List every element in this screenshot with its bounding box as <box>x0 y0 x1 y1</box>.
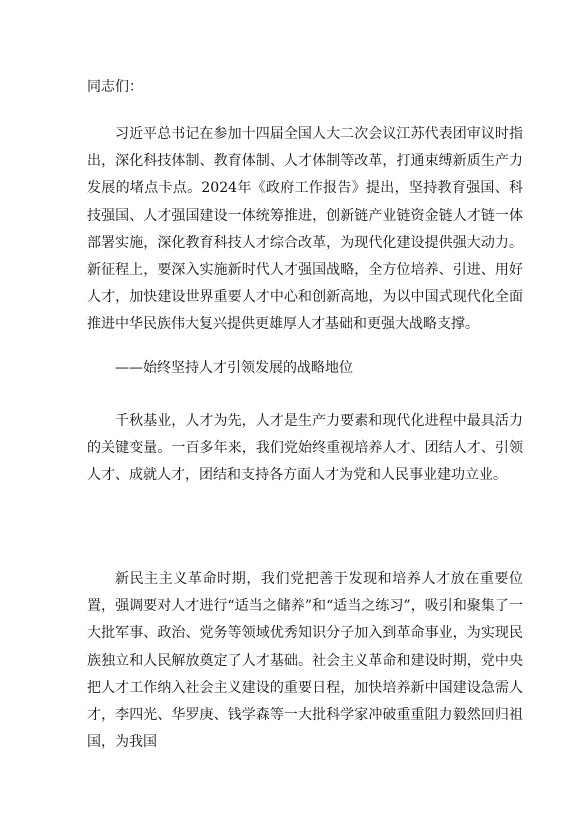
salutation: 同志们： <box>87 79 143 95</box>
paragraph-history: 新民主主义革命时期，我们党把善于发现和培养人才放在重要位置，强调要对人才进行“适当之储养”和“适当之练习”，吸引和聚集了一大批军事、政治、党务等领域优秀知识分子加入到革命事业，为实现民族独立和人民解放奠定了人才基础。社会主义革命和建设时期，党中央把人才工作纳入社会主义建设的重要日程，加快培养新中国建设急需人才，李四光、华罗庚、钱学森等一大批科学家冲破重重阻力毅然回归祖国，为我国 <box>87 571 523 751</box>
section-subheading: ——始终坚持人才引领发展的战略地位 <box>115 360 353 376</box>
paragraph-talent-foundation: 千秋基业，人才为先，人才是生产力要素和现代化进程中最具活力的关键变量。一百多年来，我们党始终重视培养人才、团结人才、引领人才、成就人才，团结和支持各方面人才为党和人民事业建功立业。 <box>87 413 523 484</box>
paragraph-intro: 习近平总书记在参加十四届全国人大二次会议江苏代表团审议时指出，深化科技体制、教育体制、人才体制等改革，打通束缚新质生产力发展的堵点卡点。2024年《政府工作报告》提出，坚持教育强国、科技强国、人才强国建设一体统筹推进，创新链产业链资金链人才链一体部署实施，深化教育科技人才综合改革，为现代化建设提供强大动力。新征程上，要深入实施新时代人才强国战略，全方位培养、引进、用好人才，加快建设世界重要人才中心和创新高地，为以中国式现代化全面推进中华民族伟大复兴提供更雄厚人才基础和更强大战略支撑。 <box>87 126 523 333</box>
